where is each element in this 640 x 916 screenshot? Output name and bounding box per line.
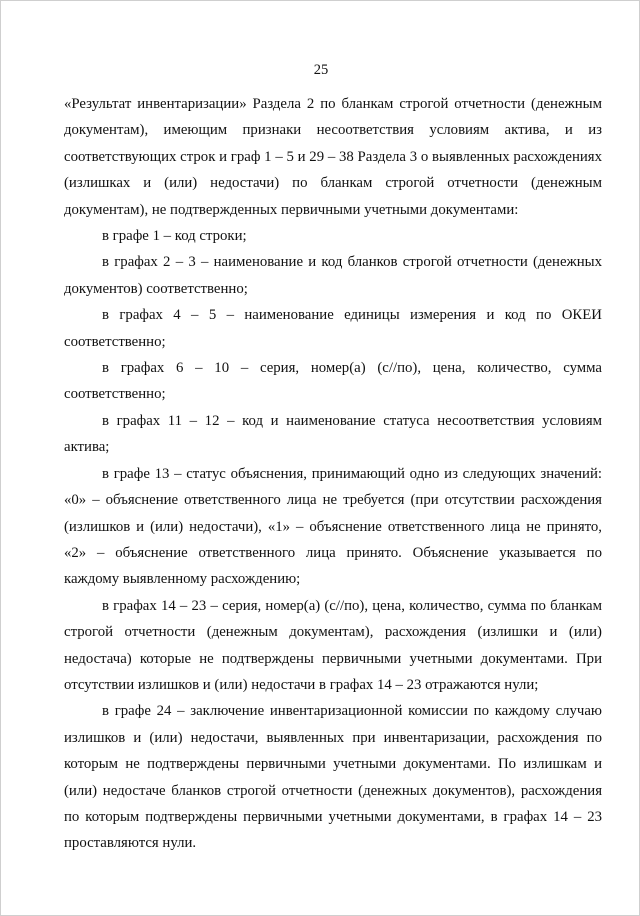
paragraph-column-13: в графе 13 – статус объяснения, принимающий одно из следующих значений: «0» – объяснение ответственного лица не требуется (при отсутствии расхождения (излишков и (или) недостачи), «1» – объяснение ответственного лица не принято, «2» – объяснение ответственного лица принято. Объяснение указывается по каждому выявленному расхождению; [64,465,602,588]
page-number: 25 [313,62,329,78]
paragraph-column-1: в графе 1 – код строки; [102,228,247,245]
paragraph-columns-14-23: в графах 14 – 23 – серия, номер(а) (с//по), цена, количество, сумма по бланкам строгой отчетности (денежным документам), расхождения (излишки и (или) недостача) которые не подтверждены первичными учетными документами. При отсутствии излишков и (или) недостачи в графах 14 – 23 отражаются нули; [64,597,602,693]
document-body [64,91,602,857]
paragraph-intro: «Результат инвентаризации» Раздела 2 по бланкам строгой отчетности (денежным документам), имеющим признаки несоответствия условиям актива, и из соответствующих строк и граф 1 – 5 и 29 – 38 Раздела 3 о выявленных расхождениях (излишках и (или) недостачи) по бланкам строгой отчетности (денежным документам), не подтвержденных первичными учетными документами: [64,96,602,218]
paragraph-columns-11-12: в графах 11 – 12 – код и наименование статуса несоответствия условиям актива; [64,412,602,456]
paragraph-columns-4-5: в графах 4 – 5 – наименование единицы измерения и код по ОКЕИ соответственно; [64,307,602,350]
paragraph-columns-2-3: в графах 2 – 3 – наименование и код бланков строгой отчетности (денежных документов) соответственно; [64,254,602,297]
paragraph-column-24: в графе 24 – заключение инвентаризационной комиссии по каждому случаю излишков и (или) недостачи, выявленных при инвентаризации, расхождения по которым не подтверждены первичными учетными документами. По излишкам и (или) недостаче бланков строгой отчетности (денежных документов), расхождения по которым подтверждены первичными учетными документами, в графах 14 – 23 проставляются нули. [64,703,602,852]
paragraph-columns-6-10: в графах 6 – 10 – серия, номер(а) (с//по), цена, количество, сумма соответственно; [64,360,602,403]
